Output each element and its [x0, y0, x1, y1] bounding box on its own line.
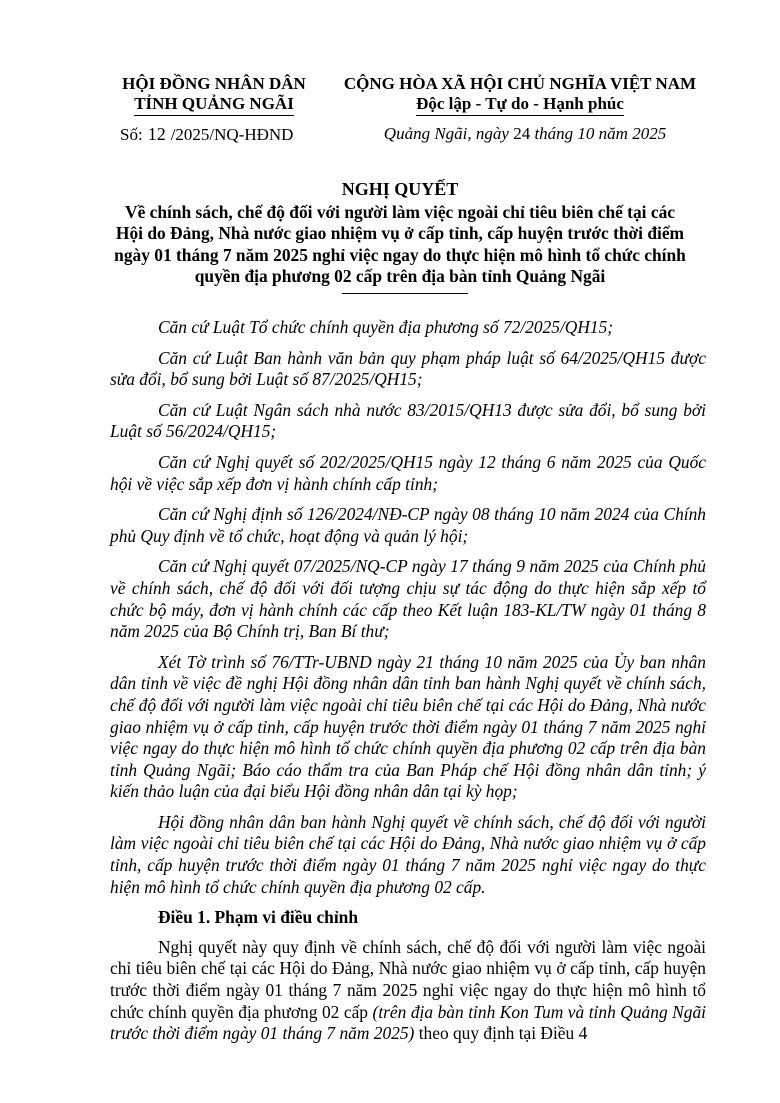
- preamble-item: Xét Tờ trình số 76/TTr-UBND ngày 21 tháng 10 năm 2025 của Ủy ban nhân dân tỉnh về việc đề nghị Hội đồng nhân dân tỉnh ban hành Nghị quyết về chính sách, chế độ đối với người làm việc ngoài chỉ tiêu biên chế tại các Hội do Đảng, Nhà nước giao nhiệm vụ ở cấp tỉnh, cấp huyện trước thời điểm ngày 01 tháng 7 năm 2025 nghỉ việc ngay do thực hiện mô hình tổ chức chính quyền địa phương 02 cấp trên địa bàn tỉnh Quảng Ngãi; Báo cáo thẩm tra của Ban Pháp chế Hội đồng nhân dân tỉnh; ý kiến thảo luận của đại biểu Hội đồng nhân dân tại kỳ họp;: [110, 651, 706, 802]
- council-name: HỘI ĐỒNG NHÂN DÂN: [122, 74, 306, 93]
- preamble-item: Căn cứ Luật Ngân sách nhà nước 83/2015/QH13 được sửa đổi, bổ sung bởi Luật số 56/2024/QH15;: [110, 399, 706, 442]
- date-day: 24: [513, 124, 531, 143]
- province-name: TỈNH QUẢNG NGÃI: [134, 94, 294, 116]
- document-number: [120, 124, 293, 145]
- preamble-item: Căn cứ Luật Ban hành văn bản quy phạm pháp luật số 64/2025/QH15 được sửa đổi, bổ sung bởi Luật số 87/2025/QH15;: [110, 347, 706, 390]
- article-1-text-end: theo quy định tại Điều 4: [418, 1023, 588, 1044]
- date-prefix: Quảng Ngãi, ngày: [383, 124, 509, 143]
- preamble-item: Căn cứ Nghị định số 126/2024/NĐ-CP ngày 08 tháng 10 năm 2024 của Chính phủ Quy định về tổ chức, hoạt động và quản lý hội;: [110, 504, 706, 546]
- document-title: NGHỊ QUYẾT: [341, 179, 459, 199]
- issuing-authority: [102, 74, 326, 116]
- issue-date: [355, 124, 695, 144]
- preamble-item: Căn cứ Nghị quyết 07/2025/NQ-CP ngày 17 tháng 9 năm 2025 của Chính phủ về chính sách, chế độ đối với đối tượng chịu sự tác động do thực hiện sắp xếp tổ chức bộ máy, đơn vị hành chính các cấp theo Kết luận 183-KL/TW ngày 01 tháng 8 năm 2025 của Bộ Chính trị, Ban Bí thư;: [110, 556, 706, 642]
- subtitle-divider: [342, 293, 468, 294]
- nation-name: CỘNG HÒA XÃ HỘI CHỦ NGHĨA VIỆT NAM: [343, 74, 697, 93]
- number-prefix: Số:: [120, 125, 143, 144]
- article-1-text-italic: (trên địa bàn tỉnh Kon Tum và tỉnh Quảng Ngãi trước thời điểm ngày 01 tháng 7 năm 2025): [110, 1001, 706, 1044]
- preamble-item: Hội đồng nhân dân ban hành Nghị quyết về chính sách, chế độ đối với người làm việc ngoài chỉ tiêu biên chế tại các Hội do Đảng, Nhà nước giao nhiệm vụ ở cấp tỉnh, cấp huyện trước thời điểm ngày 01 tháng 7 năm 2025 nghỉ việc ngay do thực hiện mô hình tổ chức chính quyền địa phương 02 cấp.: [110, 811, 706, 897]
- article-1-text-start: Nghị quyết này quy định về chính sách, chế độ đối với người làm việc ngoài chỉ tiêu biên chế tại các Hội do Đảng, Nhà nước giao nhiệm vụ ở cấp tỉnh, cấp huyện trước thời điểm ngày 01 tháng 7 năm 2025 nghỉ việc ngay do thực hiện mô hình tổ chức chính quyền địa phương 02 cấp: [110, 936, 706, 1022]
- article-1-heading: Điều 1. Phạm vi điều chỉnh: [158, 907, 359, 928]
- document-subtitle: Về chính sách, chế độ đối với người làm việc ngoài chỉ tiêu biên chế tại các Hội do Đảng, Nhà nước giao nhiệm vụ ở cấp tỉnh, cấp huyện trước thời điểm ngày 01 tháng 7 năm 2025 nghỉ việc ngay do thực hiện mô hình tổ chức chính quyền địa phương 02 cấp trên địa bàn tỉnh Quảng Ngãi: [114, 202, 686, 287]
- preamble-item: Căn cứ Nghị quyết số 202/2025/QH15 ngày 12 tháng 6 năm 2025 của Quốc hội về việc sắp xếp đơn vị hành chính cấp tỉnh;: [110, 451, 706, 494]
- number-suffix: /2025/NQ-HĐND: [170, 125, 294, 144]
- article-1-text: [110, 937, 706, 1045]
- preamble-item: Căn cứ Luật Tổ chức chính quyền địa phương số 72/2025/QH15;: [158, 317, 614, 337]
- motto: Độc lập - Tự do - Hạnh phúc: [416, 94, 624, 116]
- date-suffix: tháng 10 năm 2025: [534, 124, 667, 143]
- national-title: [330, 74, 710, 116]
- document-body: [110, 317, 706, 1054]
- number-value: 12: [147, 124, 166, 144]
